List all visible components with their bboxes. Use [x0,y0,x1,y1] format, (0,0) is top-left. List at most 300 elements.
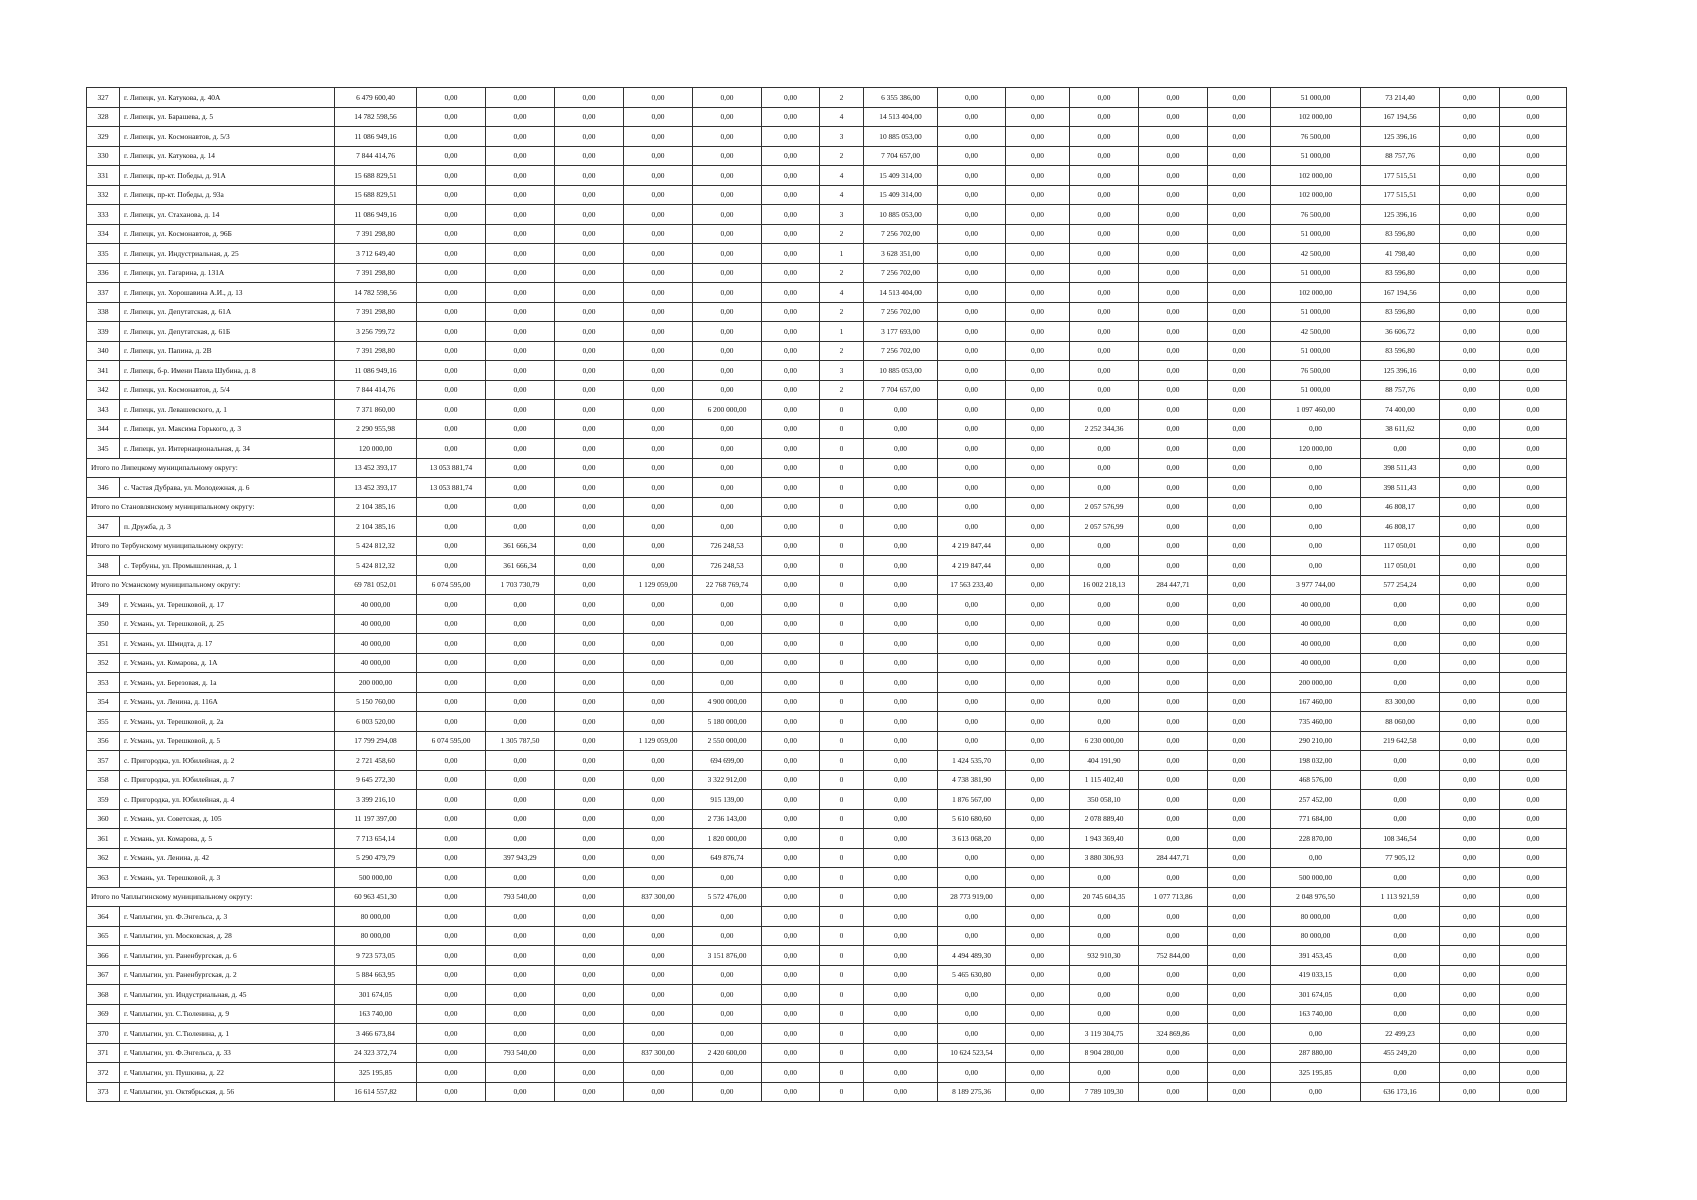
value-cell: 0,00 [417,751,486,771]
value-cell: 0,00 [1500,751,1567,771]
value-cell: 0,00 [1139,380,1208,400]
row-number: 353 [87,673,120,693]
value-cell: 0,00 [693,478,762,498]
value-cell: 0,00 [762,302,820,322]
value-cell: 0,00 [417,400,486,420]
value-cell: 0 [820,478,864,498]
value-cell: 0,00 [1500,244,1567,264]
value-cell: 40 000,00 [335,595,417,615]
value-cell: 0,00 [693,926,762,946]
row-number: 337 [87,283,120,303]
value-cell: 0,00 [1006,770,1070,790]
table-row [87,88,1567,108]
value-cell: 0,00 [1139,985,1208,1005]
value-cell: 0,00 [864,595,938,615]
value-cell: 0,00 [1006,1043,1070,1063]
value-cell: 0,00 [1440,1004,1500,1024]
value-cell: 0,00 [1361,809,1440,829]
value-cell: 0,00 [1208,283,1271,303]
value-cell: 0,00 [938,419,1006,439]
value-cell: 0 [820,829,864,849]
value-cell: 0,00 [1440,400,1500,420]
value-cell: 0,00 [1006,556,1070,576]
value-cell: 0,00 [864,770,938,790]
address-cell: г. Чаплыгин, ул. Октябрьская, д. 56 [120,1082,335,1102]
value-cell: 108 346,54 [1361,829,1440,849]
value-cell: 726 248,53 [693,536,762,556]
value-cell: 4 [820,185,864,205]
value-cell: 7 256 702,00 [864,302,938,322]
value-cell: 0,00 [555,205,624,225]
address-cell: г. Чаплыгин, ул. Пушкина, д. 22 [120,1063,335,1083]
value-cell: 1 129 059,00 [624,731,693,751]
table-row [87,770,1567,790]
value-cell: 0,00 [864,907,938,927]
value-cell: 0,00 [1139,302,1208,322]
value-cell: 0,00 [624,166,693,186]
value-cell: 0,00 [624,322,693,342]
value-cell: 3 880 306,93 [1070,848,1139,868]
value-cell: 7 391 298,80 [335,341,417,361]
value-cell: 0,00 [1139,244,1208,264]
value-cell: 0,00 [1440,88,1500,108]
value-cell: 163 740,00 [335,1004,417,1024]
value-cell: 0,00 [938,380,1006,400]
value-cell: 0,00 [555,770,624,790]
row-number: 355 [87,712,120,732]
value-cell: 0,00 [938,166,1006,186]
table-row [87,185,1567,205]
value-cell: 0,00 [938,692,1006,712]
value-cell: 2 252 344,36 [1070,419,1139,439]
value-cell: 0,00 [762,1063,820,1083]
spreadsheet-page [86,87,1567,1102]
value-cell: 0,00 [1006,1004,1070,1024]
value-cell: 0,00 [555,127,624,147]
table-row [87,439,1567,459]
value-cell: 397 943,29 [486,848,555,868]
value-cell: 0,00 [486,146,555,166]
value-cell: 0,00 [938,263,1006,283]
value-cell: 284 447,71 [1139,848,1208,868]
value-cell: 0,00 [1500,868,1567,888]
value-cell: 0,00 [624,458,693,478]
value-cell: 324 869,86 [1139,1024,1208,1044]
value-cell: 0,00 [1208,1043,1271,1063]
row-number: 357 [87,751,120,771]
value-cell: 0,00 [693,1082,762,1102]
total-label: Итого по Тербунскому муниципальному округу: [87,536,335,556]
table-row [87,692,1567,712]
value-cell: 0,00 [1006,88,1070,108]
value-cell: 6 074 595,00 [417,731,486,751]
value-cell: 0,00 [1070,302,1139,322]
value-cell: 0,00 [1440,692,1500,712]
value-cell: 837 300,00 [624,887,693,907]
value-cell: 0,00 [693,283,762,303]
row-number: 342 [87,380,120,400]
value-cell: 200 000,00 [335,673,417,693]
value-cell: 0 [820,595,864,615]
value-cell: 0,00 [486,478,555,498]
value-cell: 0,00 [1500,127,1567,147]
value-cell: 125 396,16 [1361,361,1440,381]
value-cell: 11 086 949,16 [335,361,417,381]
value-cell: 0,00 [1500,692,1567,712]
address-cell: г. Чаплыгин, ул. Раненбургская, д. 6 [120,946,335,966]
value-cell: 0,00 [1208,185,1271,205]
value-cell: 2 [820,88,864,108]
value-cell: 0,00 [555,829,624,849]
table-row [87,341,1567,361]
value-cell: 0,00 [1139,497,1208,517]
value-cell: 0 [820,868,864,888]
value-cell: 1 820 000,00 [693,829,762,849]
value-cell: 0,00 [486,166,555,186]
value-cell: 0,00 [624,380,693,400]
value-cell: 0,00 [1208,380,1271,400]
value-cell: 0,00 [1440,868,1500,888]
address-cell: г. Липецк, ул. Депутатская, д. 61А [120,302,335,322]
value-cell: 0,00 [555,1082,624,1102]
value-cell: 0,00 [864,985,938,1005]
value-cell: 0,00 [938,731,1006,751]
value-cell: 2 048 976,50 [1271,887,1361,907]
value-cell: 0 [820,809,864,829]
value-cell: 0,00 [693,517,762,537]
value-cell: 73 214,40 [1361,88,1440,108]
value-cell: 0,00 [1006,361,1070,381]
value-cell: 0,00 [624,809,693,829]
value-cell: 0,00 [1139,88,1208,108]
value-cell: 0,00 [938,907,1006,927]
value-cell: 0,00 [1500,1063,1567,1083]
row-number: 363 [87,868,120,888]
value-cell: 0,00 [555,751,624,771]
value-cell: 0,00 [624,770,693,790]
value-cell: 2 057 576,99 [1070,517,1139,537]
value-cell: 0,00 [938,185,1006,205]
value-cell: 2 420 600,00 [693,1043,762,1063]
value-cell: 0 [820,653,864,673]
value-cell: 42 500,00 [1271,244,1361,264]
value-cell: 14 782 598,56 [335,283,417,303]
value-cell: 0,00 [1208,770,1271,790]
value-cell: 0,00 [864,712,938,732]
value-cell: 0,00 [1500,458,1567,478]
value-cell: 0,00 [693,380,762,400]
value-cell: 2 290 955,98 [335,419,417,439]
value-cell: 0,00 [693,458,762,478]
value-cell: 0,00 [864,1063,938,1083]
value-cell: 13 452 393,17 [335,458,417,478]
value-cell: 9 723 573,05 [335,946,417,966]
value-cell: 0,00 [1006,458,1070,478]
value-cell: 0,00 [1440,751,1500,771]
value-cell: 0,00 [486,244,555,264]
value-cell: 0,00 [693,263,762,283]
value-cell: 0,00 [693,107,762,127]
value-cell: 0,00 [1208,751,1271,771]
value-cell: 0,00 [555,985,624,1005]
value-cell: 7 789 109,30 [1070,1082,1139,1102]
value-cell: 0,00 [938,673,1006,693]
value-cell: 0,00 [693,634,762,654]
value-cell: 0,00 [1139,770,1208,790]
value-cell: 0,00 [555,1043,624,1063]
value-cell: 0,00 [1440,653,1500,673]
value-cell: 0,00 [693,439,762,459]
value-cell: 0,00 [1139,595,1208,615]
value-cell: 0,00 [555,731,624,751]
value-cell: 228 870,00 [1271,829,1361,849]
value-cell: 0,00 [1139,751,1208,771]
value-cell: 0,00 [624,965,693,985]
value-cell: 0,00 [1070,205,1139,225]
value-cell: 0,00 [1139,322,1208,342]
value-cell: 0,00 [1139,712,1208,732]
value-cell: 0,00 [486,692,555,712]
table-row [87,1024,1567,1044]
value-cell: 0,00 [555,146,624,166]
value-cell: 0,00 [762,809,820,829]
value-cell: 0,00 [1208,829,1271,849]
value-cell: 163 740,00 [1271,1004,1361,1024]
value-cell: 0,00 [762,1043,820,1063]
value-cell: 0,00 [1006,848,1070,868]
value-cell: 41 798,40 [1361,244,1440,264]
value-cell: 0,00 [1440,848,1500,868]
value-cell: 0,00 [1440,380,1500,400]
value-cell: 0,00 [555,224,624,244]
value-cell: 3 177 693,00 [864,322,938,342]
value-cell: 0,00 [1006,790,1070,810]
value-cell: 0,00 [762,653,820,673]
value-cell: 0,00 [1070,361,1139,381]
value-cell: 0,00 [1070,185,1139,205]
value-cell: 500 000,00 [335,868,417,888]
value-cell: 0,00 [417,497,486,517]
value-cell: 0,00 [693,205,762,225]
value-cell: 1 113 921,59 [1361,887,1440,907]
value-cell: 0,00 [938,205,1006,225]
row-number: 341 [87,361,120,381]
value-cell: 0,00 [555,575,624,595]
value-cell: 3 119 304,75 [1070,1024,1139,1044]
value-cell: 0,00 [1006,185,1070,205]
value-cell: 0,00 [1006,829,1070,849]
value-cell: 42 500,00 [1271,322,1361,342]
value-cell: 0,00 [1208,868,1271,888]
total-row [87,497,1567,517]
value-cell: 0,00 [417,595,486,615]
value-cell: 0,00 [1500,224,1567,244]
value-cell: 0,00 [1361,751,1440,771]
value-cell: 0 [820,419,864,439]
value-cell: 0,00 [624,556,693,576]
value-cell: 0,00 [555,634,624,654]
value-cell: 3 [820,361,864,381]
value-cell: 0 [820,536,864,556]
value-cell: 0,00 [1070,692,1139,712]
value-cell: 0,00 [417,926,486,946]
value-cell: 13 452 393,17 [335,478,417,498]
value-cell: 0,00 [864,400,938,420]
value-cell: 0,00 [555,478,624,498]
value-cell: 361 666,34 [486,556,555,576]
value-cell: 0,00 [1070,107,1139,127]
value-cell: 5 465 630,80 [938,965,1006,985]
value-cell: 0,00 [693,88,762,108]
value-cell: 0,00 [1070,614,1139,634]
value-cell: 0,00 [486,907,555,927]
value-cell: 0,00 [762,887,820,907]
row-number: 366 [87,946,120,966]
value-cell: 932 910,30 [1070,946,1139,966]
value-cell: 0,00 [417,556,486,576]
value-cell: 125 396,16 [1361,127,1440,147]
value-cell: 0,00 [417,146,486,166]
value-cell: 76 500,00 [1271,205,1361,225]
value-cell: 0,00 [1139,1043,1208,1063]
value-cell: 0,00 [762,712,820,732]
table-row [87,205,1567,225]
value-cell: 0,00 [938,497,1006,517]
value-cell: 0,00 [555,692,624,712]
value-cell: 15 409 314,00 [864,166,938,186]
table-row [87,1043,1567,1063]
value-cell: 6 355 386,00 [864,88,938,108]
value-cell: 0,00 [693,146,762,166]
value-cell: 0,00 [1500,283,1567,303]
value-cell: 0,00 [762,322,820,342]
table-row [87,614,1567,634]
value-cell: 0,00 [864,946,938,966]
value-cell: 0,00 [486,614,555,634]
value-cell: 0,00 [1271,536,1361,556]
value-cell: 0,00 [864,1004,938,1024]
value-cell: 0,00 [1500,926,1567,946]
value-cell: 83 300,00 [1361,692,1440,712]
table-row [87,400,1567,420]
value-cell: 0,00 [1208,907,1271,927]
value-cell: 1 [820,322,864,342]
value-cell: 9 645 272,30 [335,770,417,790]
row-number: 331 [87,166,120,186]
address-cell: г. Усмань, ул. Комарова, д. 5 [120,829,335,849]
value-cell: 0,00 [1440,1082,1500,1102]
row-number: 345 [87,439,120,459]
table-row [87,965,1567,985]
value-cell: 0,00 [486,809,555,829]
value-cell: 0,00 [1440,419,1500,439]
value-cell: 257 452,00 [1271,790,1361,810]
value-cell: 0,00 [1006,692,1070,712]
row-number: 371 [87,1043,120,1063]
value-cell: 0,00 [1500,497,1567,517]
value-cell: 915 139,00 [693,790,762,810]
value-cell: 0,00 [762,868,820,888]
value-cell: 0,00 [938,146,1006,166]
value-cell: 0,00 [693,907,762,927]
value-cell: 88 757,76 [1361,380,1440,400]
value-cell: 0,00 [555,302,624,322]
value-cell: 0,00 [486,322,555,342]
table-row [87,673,1567,693]
value-cell: 0,00 [693,166,762,186]
value-cell: 0,00 [1006,614,1070,634]
value-cell: 0,00 [624,185,693,205]
value-cell: 5 424 812,32 [335,536,417,556]
value-cell: 0,00 [1440,614,1500,634]
value-cell: 0,00 [1440,926,1500,946]
value-cell: 0,00 [1208,634,1271,654]
value-cell: 0,00 [864,439,938,459]
value-cell: 0,00 [938,361,1006,381]
value-cell: 0,00 [1139,790,1208,810]
value-cell: 0,00 [486,770,555,790]
value-cell: 0,00 [1208,322,1271,342]
value-cell: 0,00 [624,263,693,283]
value-cell: 0,00 [1070,1063,1139,1083]
value-cell: 0,00 [693,653,762,673]
value-cell: 0,00 [624,1024,693,1044]
value-cell: 0,00 [1500,1082,1567,1102]
value-cell: 0,00 [1440,887,1500,907]
value-cell: 0,00 [938,478,1006,498]
value-cell: 2 [820,263,864,283]
value-cell: 0,00 [1500,907,1567,927]
value-cell: 40 000,00 [1271,653,1361,673]
value-cell: 219 642,58 [1361,731,1440,751]
value-cell: 0,00 [1440,595,1500,615]
row-number: 360 [87,809,120,829]
value-cell: 10 885 053,00 [864,205,938,225]
value-cell: 0,00 [762,400,820,420]
value-cell: 0,00 [624,790,693,810]
value-cell: 0,00 [555,946,624,966]
value-cell: 0,00 [624,653,693,673]
value-cell: 0,00 [762,224,820,244]
value-cell: 0,00 [1139,829,1208,849]
value-cell: 51 000,00 [1271,263,1361,283]
value-cell: 0,00 [762,1004,820,1024]
row-number: 354 [87,692,120,712]
value-cell: 0 [820,614,864,634]
value-cell: 837 300,00 [624,1043,693,1063]
value-cell: 0,00 [624,829,693,849]
value-cell: 0,00 [1139,517,1208,537]
value-cell: 0,00 [1208,946,1271,966]
value-cell: 0,00 [486,185,555,205]
value-cell: 7 391 298,80 [335,302,417,322]
value-cell: 0,00 [1361,595,1440,615]
value-cell: 0,00 [1208,1082,1271,1102]
value-cell: 22 768 769,74 [693,575,762,595]
value-cell: 0,00 [486,1024,555,1044]
value-cell: 120 000,00 [1271,439,1361,459]
value-cell: 0,00 [1361,634,1440,654]
row-number: 328 [87,107,120,127]
value-cell: 0,00 [1500,107,1567,127]
value-cell: 0,00 [1440,634,1500,654]
value-cell: 0,00 [1139,127,1208,147]
value-cell: 0,00 [938,1063,1006,1083]
value-cell: 0,00 [486,926,555,946]
value-cell: 2 104 385,16 [335,497,417,517]
address-cell: с. Пригородка, ул. Юбилейная, д. 2 [120,751,335,771]
address-cell: г. Липецк, пр-кт. Победы, д. 91А [120,166,335,186]
